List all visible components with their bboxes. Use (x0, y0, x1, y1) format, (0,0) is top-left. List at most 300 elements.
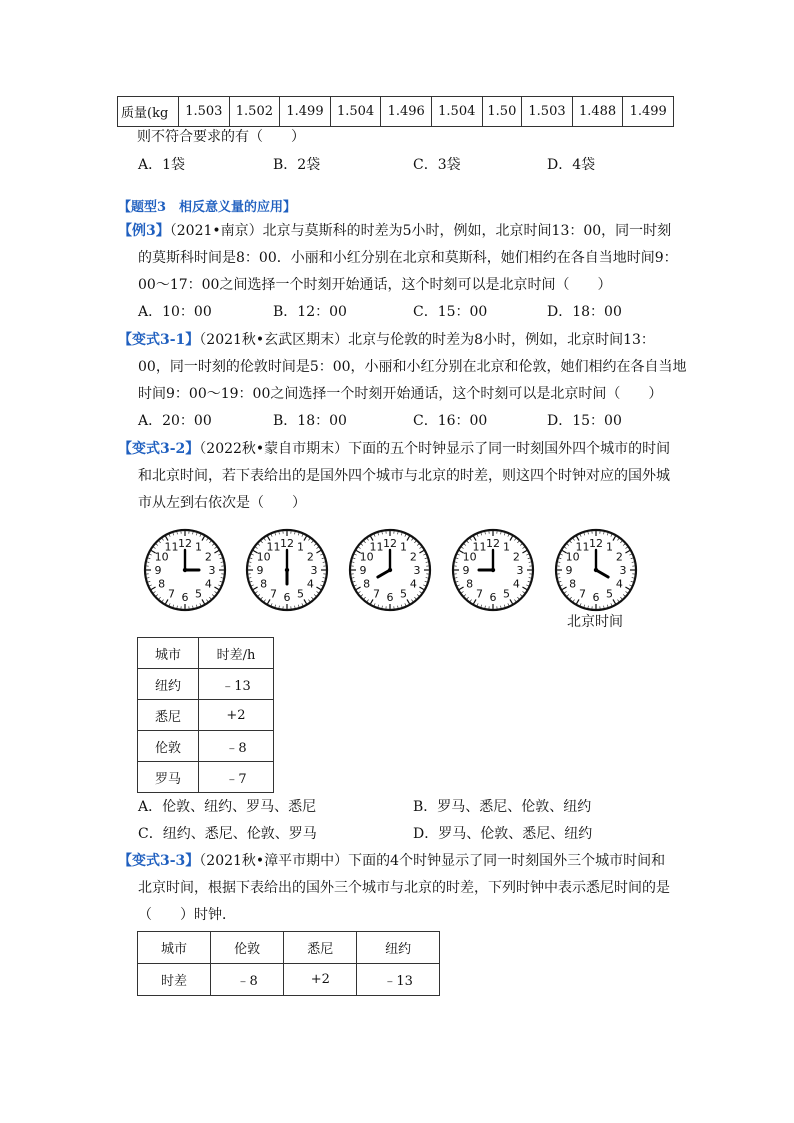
tick-mark (464, 594, 466, 596)
tick-mark (271, 534, 272, 536)
tick-mark (367, 600, 368, 602)
table-row (138, 762, 274, 793)
clock-numeral: 2 (306, 550, 314, 564)
tick-mark (517, 597, 519, 599)
tick-mark (354, 585, 356, 586)
example-3-line-3: 00～17：00之间选择一个时刻开始通话，这个时刻可以是北京时间（ ） (138, 277, 612, 293)
tick-mark (323, 562, 325, 563)
tick-mark (255, 591, 257, 592)
tick-mark (414, 541, 416, 543)
tick-mark (607, 605, 608, 607)
tick-mark (149, 585, 151, 586)
clock-center (594, 568, 598, 572)
clock-numeral: 11 (164, 540, 179, 554)
tick-mark (425, 558, 427, 559)
clock-numeral: 6 (489, 591, 497, 604)
tick-mark (316, 587, 320, 590)
tick-mark (617, 600, 618, 602)
tick-mark (613, 599, 616, 603)
tick-mark (352, 578, 354, 579)
tick-mark (295, 532, 296, 534)
clock-numeral: 8 (363, 577, 371, 591)
tick-mark (526, 554, 528, 555)
tick-mark (426, 578, 428, 579)
tick-mark (212, 544, 214, 546)
tick-mark (420, 591, 422, 592)
clock-numeral: 5 (503, 587, 510, 601)
mass-cell: 1.504 (431, 97, 482, 127)
mass-table-row (118, 97, 674, 127)
tick-mark (514, 538, 515, 540)
cell: 纽约 (357, 932, 440, 964)
tick-mark (253, 587, 257, 590)
tick-mark (361, 594, 363, 596)
tick-mark (629, 554, 631, 555)
table-row (138, 731, 274, 762)
tick-mark (580, 534, 581, 536)
tick-mark (564, 547, 566, 548)
tick-mark (457, 554, 459, 555)
tick-mark (209, 597, 211, 599)
tick-mark (298, 605, 299, 607)
clock-numeral: 11 (472, 540, 487, 554)
tick-mark (308, 600, 309, 602)
clock-center (183, 568, 187, 572)
tick-mark (464, 544, 466, 546)
tick-mark (382, 532, 383, 534)
tick-mark (401, 533, 402, 535)
tick-mark (529, 562, 531, 563)
clock-1 (140, 525, 230, 615)
clock-numeral: 10 (565, 550, 580, 564)
question-stem: 则不符合要求的有（ ） (137, 129, 305, 145)
tick-mark (261, 541, 263, 543)
clock-numeral: 9 (256, 564, 264, 577)
tick-mark (526, 585, 528, 586)
tick-mark (209, 541, 211, 543)
tick-mark (258, 594, 260, 596)
cell: 悉尼 (284, 932, 357, 964)
tick-mark (485, 532, 486, 534)
tick-mark (320, 554, 322, 555)
clock-numeral: 8 (466, 577, 474, 591)
mass-cell: 1.504 (330, 97, 381, 127)
option-b: B．罗马、悉尼、伦敦、纽约 (413, 799, 592, 815)
tick-mark (156, 544, 158, 546)
cell: 时差 (138, 964, 211, 996)
clock-numeral: 2 (204, 550, 212, 564)
mass-cell: 1.502 (229, 97, 280, 127)
tick-mark (520, 544, 522, 546)
tick-mark (560, 554, 562, 555)
tick-mark (169, 603, 170, 605)
tick-mark (620, 597, 622, 599)
tick-mark (417, 544, 419, 546)
tick-mark (625, 551, 629, 554)
tick-mark (626, 591, 628, 592)
tick-mark (364, 541, 366, 543)
clock-numeral: 4 (306, 577, 314, 591)
table-row (138, 964, 440, 996)
tick-mark (423, 585, 425, 586)
clock-numeral: 10 (154, 550, 169, 564)
table-row (138, 669, 274, 700)
tick-mark (298, 533, 299, 535)
tick-mark (461, 547, 463, 548)
variant-3-3-line-2: 北京时间，根据下表给出的国外三个城市与北京的时差，下列时钟中表示悉尼时间的是 (138, 880, 670, 896)
tick-mark (354, 554, 356, 555)
tick-mark (407, 599, 410, 603)
clock-numeral: 6 (181, 591, 189, 604)
tick-mark (588, 606, 589, 608)
option-b: B．12：00 (273, 304, 347, 320)
tick-mark (419, 551, 423, 554)
tick-mark (202, 536, 205, 540)
tick-mark (613, 536, 616, 540)
tick-mark (559, 581, 561, 582)
tick-mark (607, 533, 608, 535)
tick-mark (378, 533, 379, 535)
tick-mark (573, 538, 574, 540)
option-d: D．15：00 (547, 413, 622, 429)
mass-cell: 1.488 (572, 97, 623, 127)
tick-mark (322, 581, 324, 582)
clock-numeral: 7 (476, 587, 483, 601)
option-d: D．罗马、伦敦、悉尼、纽约 (413, 826, 593, 842)
city-cell: 纽约 (138, 669, 199, 700)
tick-mark (481, 605, 482, 607)
clock-numeral: 5 (606, 587, 613, 601)
tick-mark (467, 597, 469, 599)
clock-numeral: 3 (310, 564, 318, 577)
table-row (138, 700, 274, 731)
clock-numeral: 10 (462, 550, 477, 564)
tick-mark (302, 534, 303, 536)
diff-cell: ﹣8 (199, 731, 274, 762)
tick-mark (279, 532, 280, 534)
tick-mark (177, 606, 178, 608)
tick-mark (264, 600, 265, 602)
clock-numeral: 1 (606, 540, 613, 554)
tick-mark (523, 591, 525, 592)
tick-mark (398, 532, 399, 534)
clock-numeral: 11 (266, 540, 281, 554)
clock-2 (242, 525, 332, 615)
clock-numeral: 2 (409, 550, 417, 564)
tick-mark (455, 562, 457, 563)
city-cell: 罗马 (138, 762, 199, 793)
tick-mark (162, 538, 163, 540)
clock-numeral: 10 (256, 550, 271, 564)
tick-mark (153, 547, 155, 548)
tick-mark (522, 587, 526, 590)
tick-mark (374, 534, 375, 536)
tick-mark (353, 581, 355, 582)
clock-numeral: 12 (589, 537, 603, 550)
tick-mark (311, 541, 313, 543)
tick-mark (214, 551, 218, 554)
tick-mark (367, 538, 368, 540)
tick-mark (405, 534, 406, 536)
tick-mark (162, 600, 163, 602)
clock-numeral: 7 (168, 587, 175, 601)
tick-mark (558, 578, 560, 579)
clock-numeral: 3 (619, 564, 627, 577)
tick-mark (275, 533, 276, 535)
tick-mark (153, 591, 155, 592)
tick-mark (206, 600, 207, 602)
tick-mark (584, 533, 585, 535)
tick-mark (173, 533, 174, 535)
tick-mark (604, 606, 605, 608)
clock-numeral: 1 (400, 540, 407, 554)
example-3-text: （2021•南京）北京与莫斯科的时差为5小时，例如，北京时间13：00，同一时刻 (169, 223, 672, 239)
tick-mark (156, 594, 158, 596)
tick-mark (457, 585, 459, 586)
tick-mark (279, 606, 280, 608)
tick-mark (364, 597, 366, 599)
tick-mark (323, 578, 325, 579)
variant-3-1-line-3: 时间9：00～19：00之间选择一个时刻开始通话，这个时刻可以是北京时间（ ） (138, 386, 663, 402)
tick-mark (504, 533, 505, 535)
tick-mark (455, 578, 457, 579)
variant-3-3-line-1 (118, 852, 665, 870)
tick-mark (564, 591, 566, 592)
clock-numeral: 2 (615, 550, 623, 564)
variant-3-1-tag: 【变式3-1】 (118, 332, 200, 348)
mass-cell: 1.503 (522, 97, 573, 127)
header-city: 城市 (138, 638, 199, 669)
tick-mark (632, 578, 634, 579)
variant-3-2-line-3: 市从左到右依次是（ ） (138, 495, 306, 511)
tick-mark (218, 554, 220, 555)
clock-numeral: 8 (569, 577, 577, 591)
tick-mark (417, 594, 419, 596)
tick-mark (570, 597, 572, 599)
cell: +2 (284, 964, 357, 996)
tick-mark (420, 547, 422, 548)
tick-mark (617, 538, 618, 540)
tick-mark (501, 606, 502, 608)
tick-mark (358, 547, 360, 548)
tick-mark (611, 534, 612, 536)
clock-3 (345, 525, 435, 615)
tick-mark (148, 581, 150, 582)
mass-table (117, 96, 674, 127)
tick-mark (588, 532, 589, 534)
variant-3-3-text: （2021秋•漳平市期中）下面的4个时钟显示了同一时刻国外三个城市时间和 (199, 853, 666, 869)
tick-mark (470, 600, 471, 602)
tick-mark (193, 532, 194, 534)
tick-mark (374, 603, 375, 605)
clock-numeral: 4 (615, 577, 623, 591)
tick-mark (251, 554, 253, 555)
tick-mark (177, 532, 178, 534)
tick-mark (508, 603, 509, 605)
tick-mark (414, 597, 416, 599)
tick-mark (456, 581, 458, 582)
tick-mark (215, 591, 217, 592)
header-diff: 时差/h (199, 638, 274, 669)
tick-mark (314, 594, 316, 596)
diff-cell: ﹣13 (199, 669, 274, 700)
clock-numeral: 8 (260, 577, 268, 591)
tick-mark (317, 547, 319, 548)
clock-numeral: 4 (409, 577, 417, 591)
option-c: C．3袋 (413, 157, 461, 173)
tick-mark (631, 581, 633, 582)
tick-mark (215, 547, 217, 548)
tick-mark (314, 544, 316, 546)
tick-mark (401, 605, 402, 607)
tick-mark (481, 533, 482, 535)
option-a: A．20：00 (138, 413, 212, 429)
clock-numeral: 8 (158, 577, 166, 591)
tick-mark (159, 541, 161, 543)
option-d: D．4袋 (547, 157, 596, 173)
tick-mark (202, 599, 205, 603)
tick-mark (382, 606, 383, 608)
tick-mark (632, 562, 634, 563)
tick-mark (271, 603, 272, 605)
clock-numeral: 9 (462, 564, 470, 577)
tick-mark (353, 558, 355, 559)
beijing-time-caption: 北京时间 (567, 614, 623, 630)
tick-mark (625, 587, 629, 590)
tick-mark (378, 605, 379, 607)
mass-cell: 1.50 (482, 97, 522, 127)
tick-mark (316, 551, 320, 554)
option-c: C．纽约、悉尼、伦敦、罗马 (138, 826, 317, 842)
tick-mark (461, 591, 463, 592)
tick-mark (173, 605, 174, 607)
tick-mark (573, 600, 574, 602)
tick-mark (147, 562, 149, 563)
tick-mark (311, 597, 313, 599)
tick-mark (356, 587, 360, 590)
variant-3-3-line-3: （ ）时钟． (138, 907, 236, 923)
tick-mark (631, 558, 633, 559)
clock-numeral: 10 (359, 550, 374, 564)
tick-mark (249, 562, 251, 563)
time-diff-table (137, 637, 274, 793)
variant-3-3-tag: 【变式3-3】 (118, 853, 200, 869)
tick-mark (193, 606, 194, 608)
clock-numeral: 12 (280, 537, 294, 550)
tick-mark (361, 544, 363, 546)
clock-numeral: 9 (359, 564, 367, 577)
tick-mark (501, 532, 502, 534)
clock-numeral: 6 (283, 591, 291, 604)
tick-mark (623, 544, 625, 546)
clock-numeral: 12 (178, 537, 192, 550)
tick-mark (200, 534, 201, 536)
tick-mark (425, 581, 427, 582)
tick-mark (148, 558, 150, 559)
tick-mark (405, 603, 406, 605)
clock-center (491, 568, 495, 572)
clock-numeral: 12 (486, 537, 500, 550)
tick-mark (212, 594, 214, 596)
clock-numeral: 3 (413, 564, 421, 577)
clock-numeral: 12 (383, 537, 397, 550)
variant-3-1-line-2: 00，同一时刻的伦敦时间是5：00，小丽和小红分别在北京和伦敦，她们相约在各自当地 (138, 359, 687, 375)
clock-numeral: 9 (154, 564, 162, 577)
tick-mark (584, 605, 585, 607)
tick-mark (275, 605, 276, 607)
option-b: B．18：00 (273, 413, 347, 429)
clock-numeral: 6 (592, 591, 600, 604)
variant-3-2-line-1 (118, 440, 670, 458)
tick-mark (604, 532, 605, 534)
clock-numeral: 1 (297, 540, 304, 554)
tick-mark (470, 538, 471, 540)
tick-mark (304, 599, 307, 603)
clock-center (388, 568, 392, 572)
mass-cell: 1.503 (179, 97, 230, 127)
tick-mark (258, 544, 260, 546)
mass-cell: 1.499 (623, 97, 674, 127)
tick-mark (523, 547, 525, 548)
tick-mark (214, 587, 218, 590)
tick-mark (411, 538, 412, 540)
clock-numeral: 4 (204, 577, 212, 591)
example-3-tag: 【例3】 (118, 223, 170, 239)
option-c: C．16：00 (413, 413, 488, 429)
tick-mark (508, 534, 509, 536)
clock-numeral: 5 (195, 587, 202, 601)
tick-mark (304, 536, 307, 540)
tick-mark (261, 597, 263, 599)
clock-numeral: 6 (386, 591, 394, 604)
tick-mark (151, 587, 155, 590)
tick-mark (221, 578, 223, 579)
tick-mark (517, 541, 519, 543)
tick-mark (485, 606, 486, 608)
tick-mark (510, 536, 513, 540)
table-header-row (138, 638, 274, 669)
tick-mark (255, 547, 257, 548)
tick-mark (250, 581, 252, 582)
example-3-line-1 (118, 222, 671, 240)
tick-mark (264, 538, 265, 540)
tick-mark (529, 578, 531, 579)
clock-4 (448, 525, 538, 615)
city-cell: 伦敦 (138, 731, 199, 762)
clock-numeral: 2 (512, 550, 520, 564)
variant-3-2-line-2: 和北京时间，若下表给出的是国外四个城市与北京的时差，则这四个时钟对应的国外城 (138, 468, 670, 484)
tick-mark (196, 533, 197, 535)
clock-numeral: 7 (579, 587, 586, 601)
city-cell: 悉尼 (138, 700, 199, 731)
option-c: C．15：00 (413, 304, 488, 320)
clock-numeral: 1 (503, 540, 510, 554)
tick-mark (251, 585, 253, 586)
tick-mark (317, 591, 319, 592)
tick-mark (510, 599, 513, 603)
tick-mark (220, 581, 222, 582)
clock-numeral: 1 (195, 540, 202, 554)
clock-center (285, 568, 289, 572)
tick-mark (559, 558, 561, 559)
tick-mark (459, 587, 463, 590)
tick-mark (426, 562, 428, 563)
tick-mark (250, 558, 252, 559)
tick-mark (567, 544, 569, 546)
clock-numeral: 7 (373, 587, 380, 601)
tick-mark (520, 594, 522, 596)
mass-cell: 1.499 (280, 97, 331, 127)
